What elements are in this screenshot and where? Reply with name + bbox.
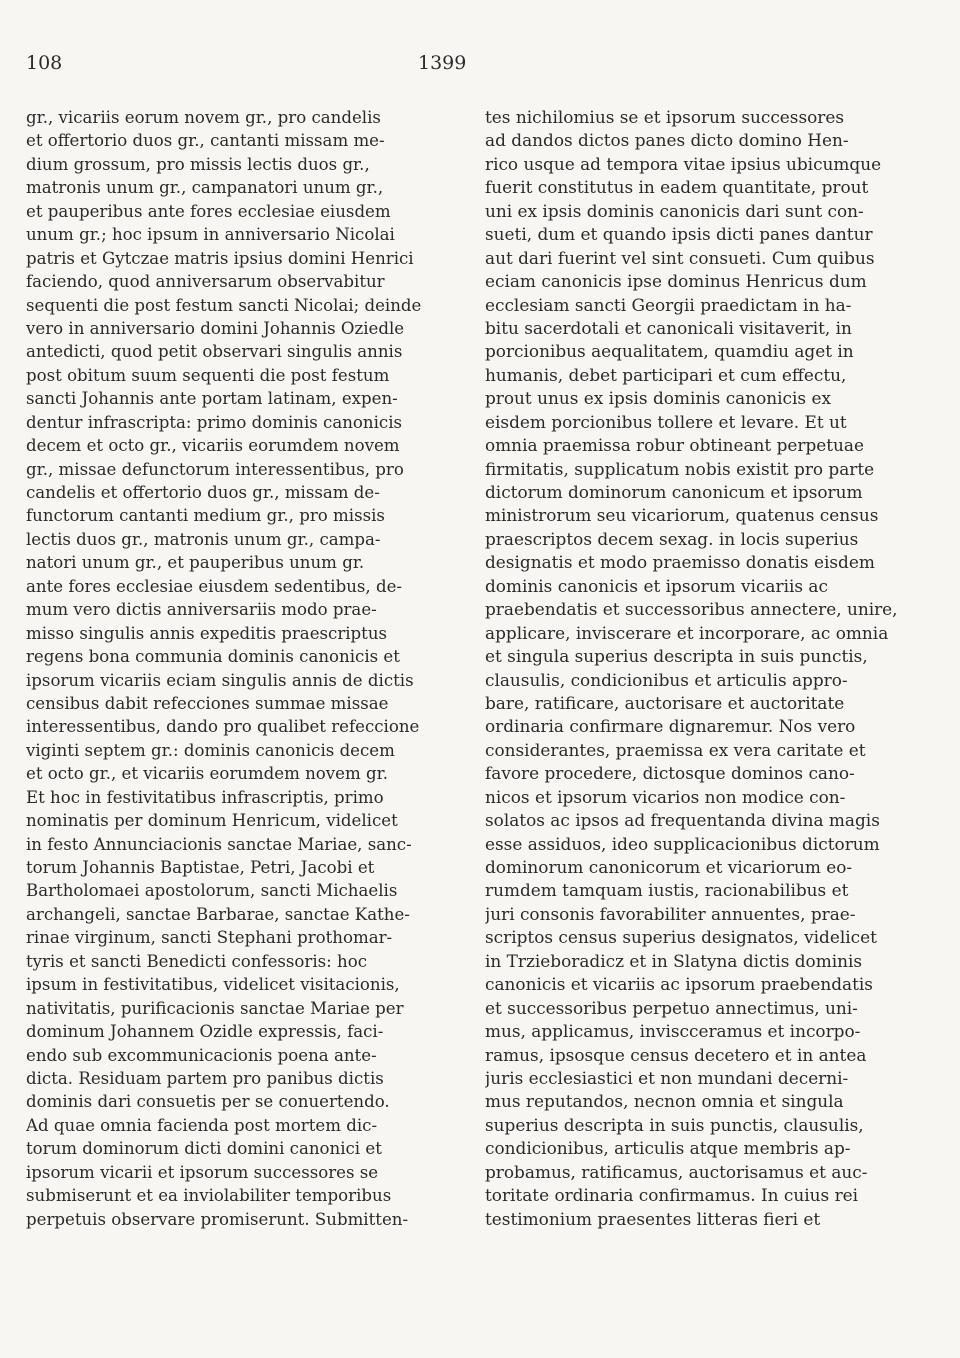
left-column-line: gr., missae defunctorum interessentibus, pro	[26, 459, 404, 479]
left-column-line: torum dominorum dicti domini canonici et	[26, 1139, 382, 1159]
left-column-line: Ad quae omnia facienda post mortem dic-	[26, 1115, 378, 1135]
right-column-line: juris ecclesiastici et non mundani decerni-	[485, 1067, 849, 1088]
left-column-line: et octo gr., et vicariis eorumdem novem gr.	[26, 764, 389, 784]
left-column-line: et offertorio duos gr., cantanti missam me-	[26, 131, 385, 151]
left-column-line: dominis dari consuetis per se conuertendo.	[26, 1092, 390, 1112]
right-column-line: ad dandos dictos panes dicto domino Hen-	[485, 130, 849, 151]
right-column-line: solatos ac ipsos ad frequentanda divina magis	[485, 810, 880, 831]
left-column-line: et pauperibus ante fores ecclesiae eiusdem	[26, 201, 391, 221]
left-column-line: viginti septem gr.: dominis canonicis decem	[26, 740, 395, 760]
right-column-line: praescriptos decem sexag. in locis superius	[485, 528, 859, 549]
right-column-line: nicos et ipsorum vicarios non modice con-	[485, 786, 846, 807]
right-column-line: canonicis et vicariis ac ipsorum praebendatis	[485, 974, 873, 995]
left-column-line: ipsorum vicariis eciam singulis annis de dictis	[26, 670, 414, 690]
right-column-line: juri consonis favorabiliter annuentes, prae-	[485, 903, 856, 924]
right-column-line: mus, applicamus, inviscceramus et incorpo-	[485, 1021, 861, 1042]
right-column-line: condicionibus, articulis atque membris ap-	[485, 1138, 851, 1159]
right-column-line: praebendatis et successoribus annectere, unire,	[485, 599, 898, 620]
left-column-line: mum vero dictis anniversariis modo prae-	[26, 600, 377, 620]
right-column-line: applicare, inviscerare et incorporare, ac omnia	[485, 622, 889, 643]
left-column-line: unum gr.; hoc ipsum in anniversario Nicolai	[26, 225, 395, 245]
right-column-line: rico usque ad tempora vitae ipsius ubicumque	[485, 153, 882, 174]
right-column-line: esse assiduos, ideo supplicacionibus dictorum	[485, 833, 880, 854]
right-column-line: uni ex ipsis dominis canonicis dari sunt con-	[485, 200, 864, 221]
right-column-line: probamus, ratificamus, auctorisamus et auc-	[485, 1161, 868, 1182]
right-column-line: considerantes, praemissa ex vera caritate et	[485, 739, 866, 760]
right-column-line: ministrorum seu vicariorum, quatenus census	[485, 505, 879, 526]
left-column-line: interessentibus, dando pro qualibet refeccione	[26, 717, 420, 737]
left-column-line: post obitum suum sequenti die post festum	[26, 365, 390, 385]
right-column-line: designatis et modo praemisso donatis eisdem	[485, 552, 875, 573]
right-column-line: ramus, ipsosque census decetero et in antea	[485, 1044, 867, 1065]
right-column-line: fuerit constitutus in eadem quantitate, prout	[485, 177, 869, 198]
page-header	[0, 52, 960, 82]
left-column-line: perpetuis observare promiserunt. Submitten-	[26, 1209, 409, 1229]
left-column-line: dium grossum, pro missis lectis duos gr.,	[26, 154, 370, 174]
left-column-line: antedicti, quod petit observari singulis annis	[26, 342, 403, 362]
right-column-line: testimonium praesentes litteras fieri et	[485, 1208, 821, 1229]
right-column-line: clausulis, condicionibus et articulis appro-	[485, 669, 848, 690]
left-column-line: sequenti die post festum sancti Nicolai; deinde	[26, 295, 422, 315]
left-column-line: patris et Gytczae matris ipsius domini Henrici	[26, 248, 414, 268]
right-column-line: firmitatis, supplicatum nobis existit pro parte	[485, 458, 875, 479]
right-column-line: porcionibus aequalitatem, quamdiu aget in	[485, 341, 854, 362]
left-column-line: lectis duos gr., matronis unum gr., campa-	[26, 529, 381, 549]
right-column-line: dictorum dominorum canonicum et ipsorum	[485, 482, 863, 502]
left-column-line: rinae virginum, sancti Stephani prothomar-	[26, 928, 393, 948]
right-column-line: aut dari fuerint vel sint consueti. Cum quibus	[485, 247, 875, 268]
right-column-line: dominis canonicis et ipsorum vicariis ac	[485, 575, 828, 596]
right-column-line: favore procedere, dictosque dominos cano-	[485, 763, 855, 784]
left-column-line: in festo Annunciacionis sanctae Mariae, sanc-	[26, 834, 412, 854]
running-header-year: 1399	[418, 52, 467, 74]
left-column-line: ipsum in festivitatibus, videlicet visitacionis,	[26, 975, 400, 995]
left-column-line: ipsorum vicarii et ipsorum successores se	[26, 1162, 379, 1182]
left-column-line: Et hoc in festivitatibus infrascriptis, primo	[26, 787, 384, 807]
right-column-line: scriptos census superius designatos, videlicet	[485, 927, 877, 948]
page-number: 108	[26, 52, 63, 74]
right-column-line: superius descripta in suis punctis, clausulis,	[485, 1114, 864, 1135]
right-column-line: omnia praemissa robur obtineant perpetuae	[485, 435, 865, 456]
right-column-line: et singula superius descripta in suis punctis,	[485, 646, 868, 667]
left-column-line: Bartholomaei apostolorum, sancti Michaelis	[26, 881, 398, 901]
right-column-line: in Trzieboradicz et in Slatyna dictis dominis	[485, 950, 863, 971]
left-column-line: censibus dabit refecciones summae missae	[26, 693, 389, 713]
left-column-line: submiserunt et ea inviolabiliter temporibus	[26, 1186, 392, 1206]
left-column-line: matronis unum gr., campanatori unum gr.,	[26, 178, 384, 198]
right-column-line: rumdem tamquam iustis, racionabilibus et	[485, 880, 849, 901]
left-text-column	[26, 106, 446, 1231]
left-column-line: ante fores ecclesiae eiusdem sedentibus, de-	[26, 576, 403, 596]
left-column-line: nativitatis, purificacionis sanctae Mariae per	[26, 998, 404, 1018]
left-column-line: vero in anniversario domini Johannis Oziedle	[26, 318, 405, 338]
right-text-column	[485, 106, 923, 1231]
right-column-line: bitu sacerdotali et canonicali visitaverit, in	[485, 317, 852, 338]
left-column-line: dicta. Residuam partem pro panibus dictis	[26, 1068, 384, 1088]
left-column-line: tyris et sancti Benedicti confessoris: hoc	[26, 951, 368, 971]
right-column-line: prout unus ex ipsis dominis canonicis ex	[485, 388, 831, 409]
left-column-line: candelis et offertorio duos gr., missam de-	[26, 483, 380, 502]
right-column-line: eisdem porcionibus tollere et levare. Et ut	[485, 411, 847, 432]
left-column-line: faciendo, quod anniversarum observabitur	[26, 272, 385, 292]
right-column-line: dominorum canonicorum et vicariorum eo-	[485, 857, 853, 877]
left-column-line: decem et octo gr., vicariis eorumdem novem	[26, 436, 400, 456]
right-column-line: ecclesiam sancti Georgii praedictam in ha-	[485, 294, 852, 315]
right-column-line: eciam canonicis ipse dominus Henricus dum	[485, 271, 867, 292]
right-column-line: sueti, dum et quando ipsis dicti panes dantur	[485, 224, 873, 245]
right-column-line: tes nichilomius se et ipsorum successores	[485, 107, 845, 127]
left-column-line: endo sub excommunicacionis poena ante-	[26, 1045, 377, 1065]
right-column-line: humanis, debet participari et cum effectu,	[485, 364, 847, 385]
right-column-line: toritate ordinaria confirmamus. In cuius rei	[485, 1185, 859, 1206]
left-column-line: sancti Johannis ante portam latinam, expen-	[26, 389, 398, 409]
left-column-line: archangeli, sanctae Barbarae, sanctae Kathe-	[26, 904, 410, 924]
right-column-line: et successoribus perpetuo annectimus, uni-	[485, 997, 858, 1018]
left-column-line: dentur infrascripta: primo dominis canonicis	[26, 412, 403, 432]
right-column-line: bare, ratificare, auctorisare et auctoritate	[485, 692, 845, 713]
left-column-line: nominatis per dominum Henricum, videlicet	[26, 811, 398, 831]
left-column-line: natori unum gr., et pauperibus unum gr.	[26, 553, 365, 573]
left-column-line: regens bona communia dominis canonicis et	[26, 647, 400, 667]
left-column-line: gr., vicariis eorum novem gr., pro candelis	[26, 108, 381, 127]
right-column-line: mus reputandos, necnon omnia et singula	[485, 1091, 844, 1112]
right-column-line: ordinaria confirmare dignaremur. Nos vero	[485, 716, 856, 737]
left-column-line: torum Johannis Baptistae, Petri, Jacobi et	[26, 858, 375, 877]
left-column-line: functorum cantanti medium gr., pro missis	[26, 506, 385, 526]
left-column-line: dominum Johannem Ozidle expressis, faci-	[26, 1022, 384, 1042]
left-column-line: misso singulis annis expeditis praescriptus	[26, 623, 388, 643]
